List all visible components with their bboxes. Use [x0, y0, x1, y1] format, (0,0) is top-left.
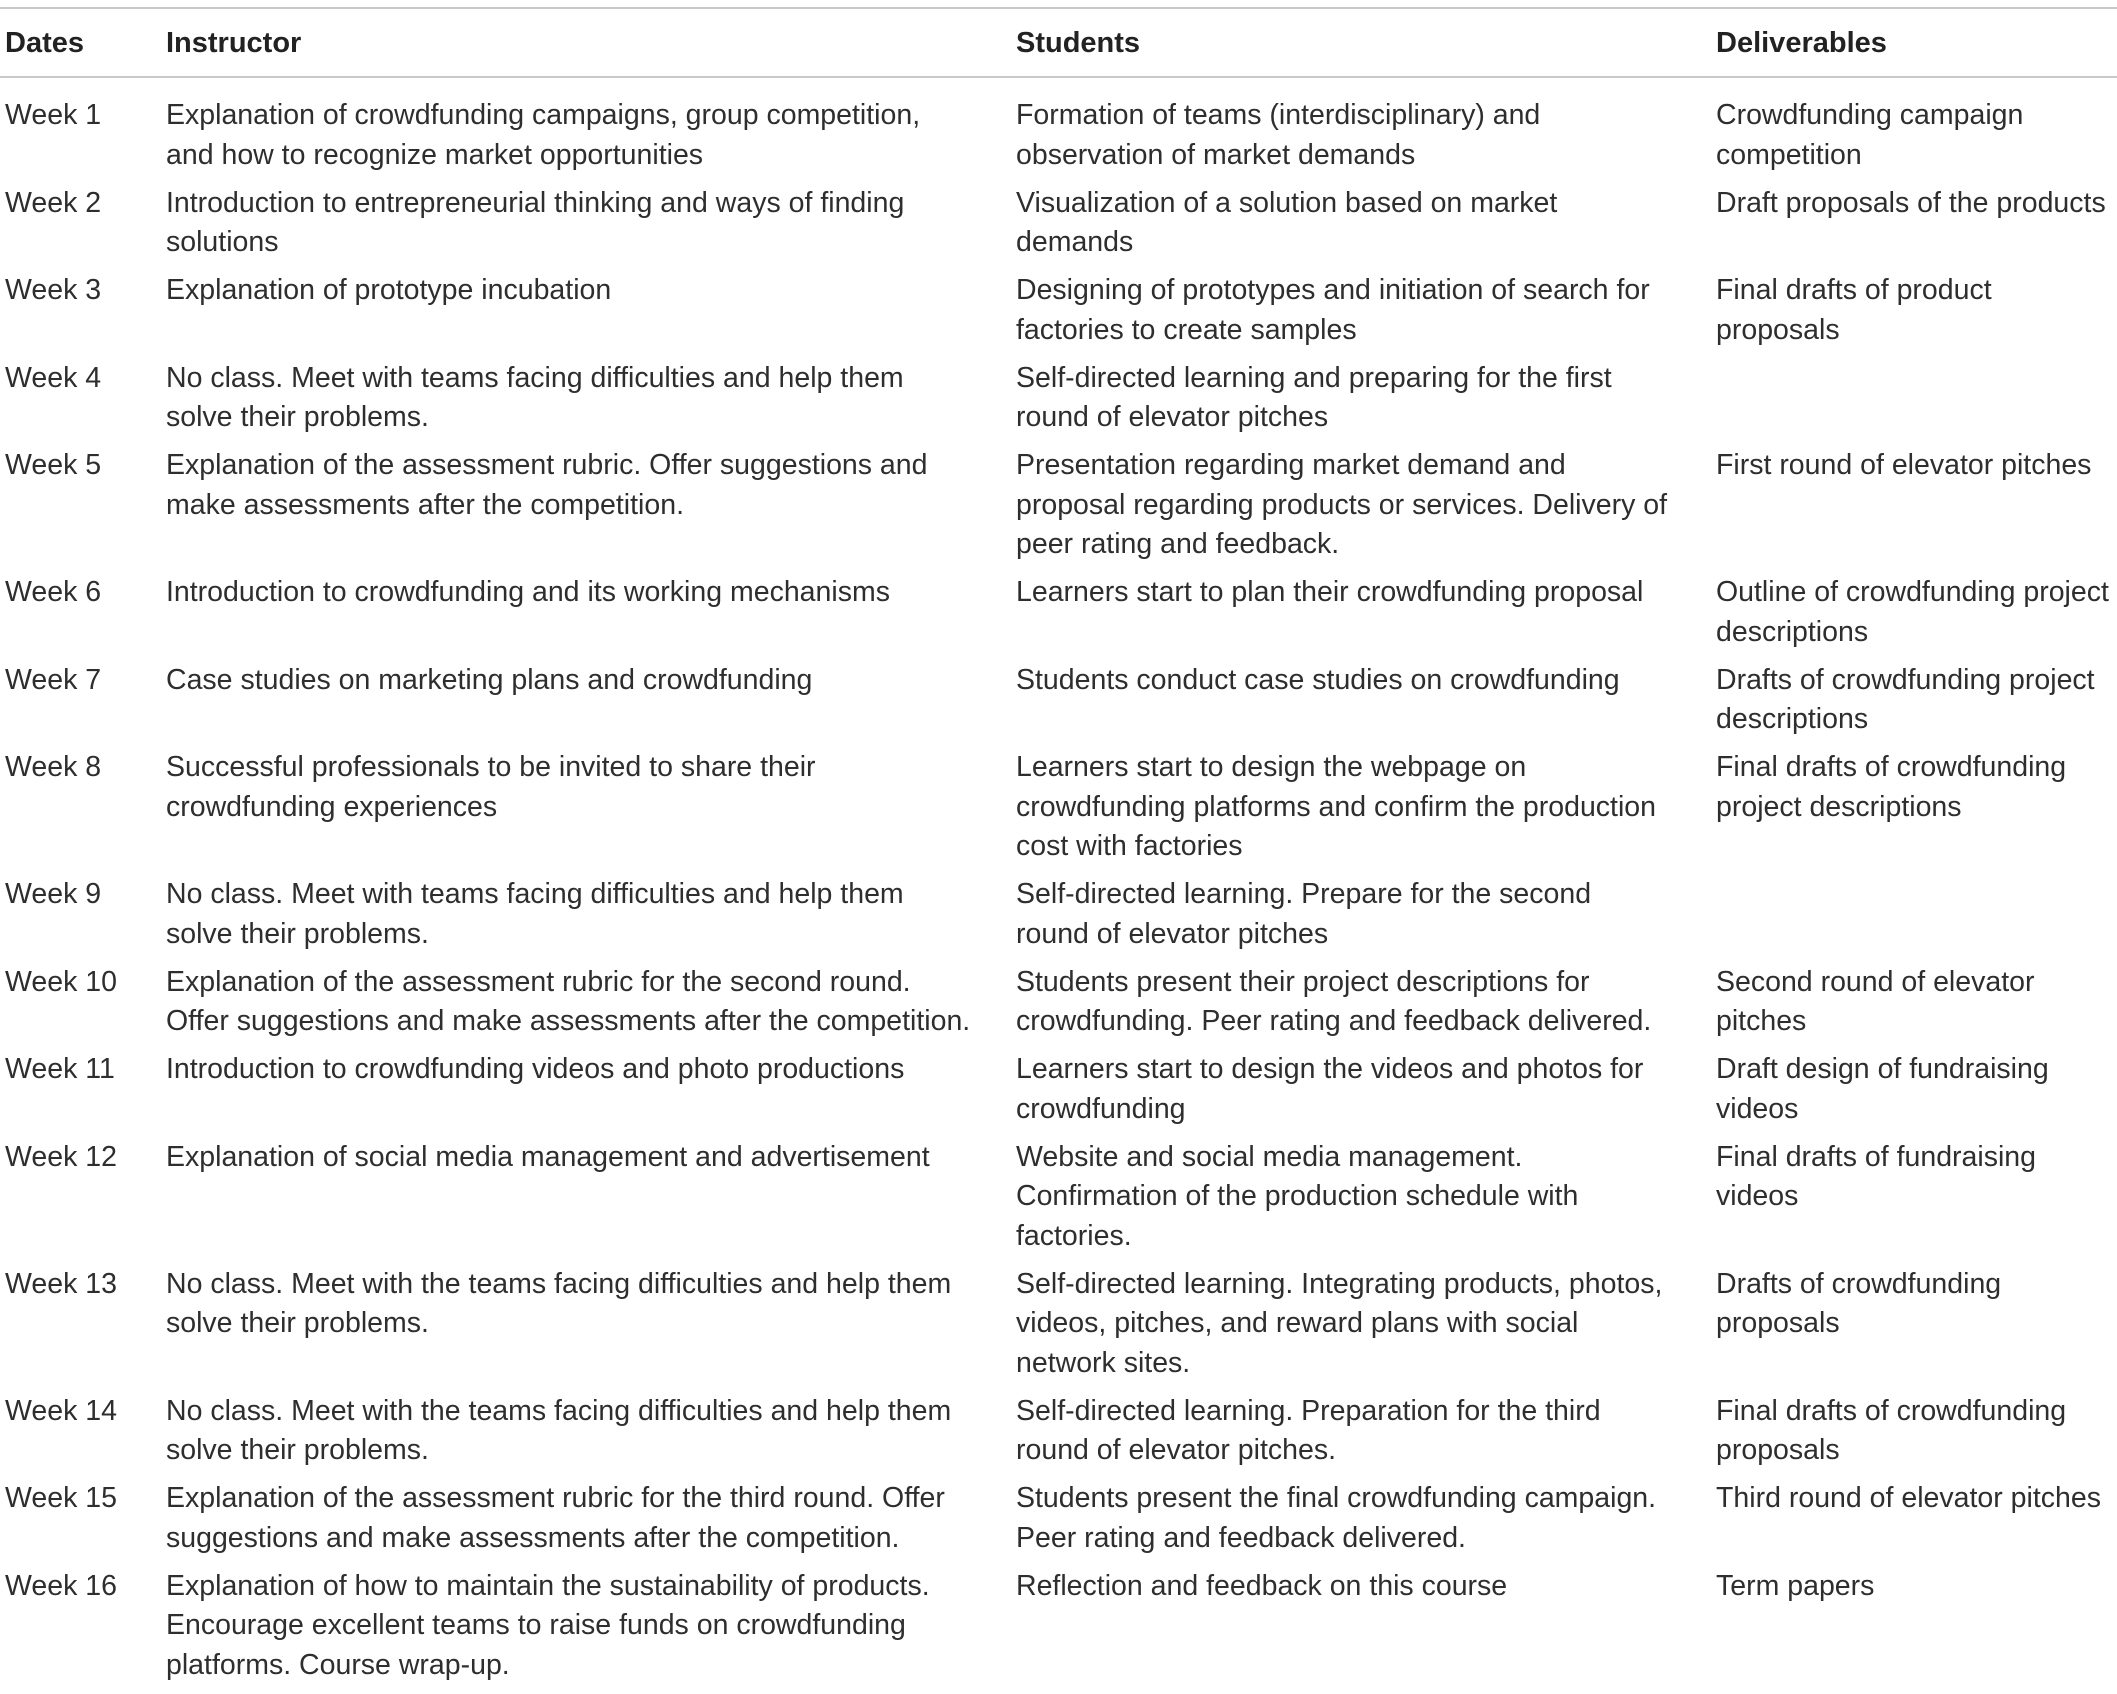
table-row [0, 271, 2117, 359]
cell-date: Week 7 [5, 663, 102, 696]
header-instructor: Instructor [166, 27, 302, 59]
cell-instructor: Introduction to crowdfunding and its working mechanisms [166, 576, 890, 608]
table-row [0, 1392, 2117, 1480]
table-header-rule [0, 76, 2117, 78]
cell-students: Presentation regarding market demand and proposal regarding products or services. Delivery of peer rating and feedback. [1016, 449, 1668, 560]
header-students: Students [1016, 27, 1141, 59]
header-deliverables: Deliverables [1716, 27, 1887, 59]
cell-instructor: Explanation of crowdfunding campaigns, group competition, and how to recognize market opportunities [166, 99, 921, 171]
cell-date: Week 9 [5, 878, 102, 910]
table-row [0, 573, 2117, 661]
cell-deliverables: Crowdfunding campaign competition [1716, 99, 2024, 171]
cell-date: Week 16 [5, 1569, 117, 1602]
cell-students: Self-directed learning. Prepare for the second round of elevator pitches [1016, 878, 1592, 950]
cell-date: Week 11 [5, 1053, 115, 1085]
cell-date: Week 12 [5, 1140, 117, 1173]
cell-deliverables: Third round of elevator pitches [1716, 1482, 2101, 1514]
cell-instructor: Explanation of the assessment rubric for the second round. Offer suggestions and make assessments after the competition. [166, 965, 971, 1037]
table-row [0, 963, 2117, 1051]
cell-deliverables: Draft design of fundraising videos [1716, 1053, 2049, 1125]
cell-instructor: No class. Meet with teams facing difficulties and help them solve their problems. [166, 878, 904, 950]
cell-students: Visualization of a solution based on market demands [1016, 186, 1558, 258]
cell-deliverables: Drafts of crowdfunding project descriptions [1716, 663, 2095, 735]
table-row [0, 1050, 2117, 1138]
table-row [0, 875, 2117, 963]
cell-date: Week 14 [5, 1394, 117, 1427]
table-row [0, 359, 2117, 447]
header-dates: Dates [5, 27, 84, 59]
cell-instructor: Case studies on marketing plans and crowdfunding [166, 663, 813, 696]
cell-date: Week 15 [5, 1482, 117, 1514]
table-body [0, 96, 2117, 1694]
cell-students: Self-directed learning. Preparation for the third round of elevator pitches. [1016, 1394, 1601, 1466]
table-row [0, 748, 2117, 875]
table-row [0, 1265, 2117, 1392]
table-row [0, 1567, 2117, 1694]
cell-students: Self-directed learning and preparing for the first round of elevator pitches [1016, 361, 1612, 433]
cell-deliverables: Second round of elevator pitches [1716, 965, 2035, 1037]
table-row [0, 661, 2117, 749]
cell-instructor: Introduction to entrepreneurial thinking and ways of finding solutions [166, 186, 905, 258]
cell-students: Learners start to design the videos and photos for crowdfunding [1016, 1053, 1644, 1125]
cell-students: Learners start to plan their crowdfunding proposal [1016, 576, 1644, 608]
cell-students: Students conduct case studies on crowdfunding [1016, 663, 1620, 696]
cell-date: Week 6 [5, 576, 102, 608]
table-row [0, 446, 2117, 573]
cell-date: Week 5 [5, 449, 102, 481]
cell-instructor: No class. Meet with the teams facing difficulties and help them solve their problems. [166, 1394, 952, 1466]
cell-deliverables: Final drafts of product proposals [1716, 274, 1992, 346]
cell-instructor: Successful professionals to be invited to share their crowdfunding experiences [166, 751, 816, 823]
cell-deliverables: Draft proposals of the products [1716, 186, 2106, 219]
cell-deliverables: Term papers [1716, 1569, 1875, 1602]
table-row [0, 1138, 2117, 1265]
cell-instructor: Explanation of how to maintain the sustainability of products. Encourage excellent teams to raise funds on crowdfunding platforms. Course wrap-up. [166, 1569, 930, 1681]
cell-instructor: Explanation of the assessment rubric for the third round. Offer suggestions and make assessments after the competition. [166, 1482, 945, 1554]
cell-students: Formation of teams (interdisciplinary) and observation of market demands [1016, 99, 1541, 171]
table-row [0, 96, 2117, 184]
cell-deliverables: Outline of crowdfunding project descriptions [1716, 576, 2109, 648]
cell-students: Self-directed learning. Integrating products, photos, videos, pitches, and reward plans with social network sites. [1016, 1267, 1663, 1379]
cell-date: Week 3 [5, 274, 102, 306]
cell-deliverables: Final drafts of crowdfunding project descriptions [1716, 751, 2067, 823]
cell-students: Students present the final crowdfunding campaign. Peer rating and feedback delivered. [1016, 1482, 1657, 1554]
cell-date: Week 1 [5, 99, 102, 131]
cell-instructor: Introduction to crowdfunding videos and photo productions [166, 1053, 905, 1085]
cell-students: Reflection and feedback on this course [1016, 1569, 1508, 1602]
table-row [0, 1479, 2117, 1567]
cell-deliverables: First round of elevator pitches [1716, 449, 2092, 481]
cell-instructor: No class. Meet with the teams facing difficulties and help them solve their problems. [166, 1267, 952, 1339]
cell-students: Website and social media management. Confirmation of the production schedule with factories. [1016, 1140, 1579, 1252]
cell-deliverables: Final drafts of crowdfunding proposals [1716, 1394, 2067, 1466]
cell-instructor: No class. Meet with teams facing difficulties and help them solve their problems. [166, 361, 904, 433]
cell-date: Week 2 [5, 186, 102, 219]
cell-date: Week 10 [5, 965, 117, 998]
cell-deliverables: Drafts of crowdfunding proposals [1716, 1267, 2002, 1339]
table-header [0, 7, 2117, 77]
cell-date: Week 8 [5, 751, 102, 783]
cell-deliverables: Final drafts of fundraising videos [1716, 1140, 2036, 1212]
cell-date: Week 4 [5, 361, 102, 394]
cell-instructor: Explanation of the assessment rubric. Offer suggestions and make assessments after the competition. [166, 449, 928, 521]
cell-instructor: Explanation of social media management and advertisement [166, 1140, 930, 1173]
cell-instructor: Explanation of prototype incubation [166, 274, 612, 306]
cell-date: Week 13 [5, 1267, 117, 1300]
table-row [0, 184, 2117, 272]
cell-students: Students present their project descriptions for crowdfunding. Peer rating and feedback delivered. [1016, 965, 1652, 1037]
cell-students: Learners start to design the webpage on crowdfunding platforms and confirm the production cost with factories [1016, 751, 1657, 862]
cell-students: Designing of prototypes and initiation of search for factories to create samples [1016, 274, 1650, 346]
